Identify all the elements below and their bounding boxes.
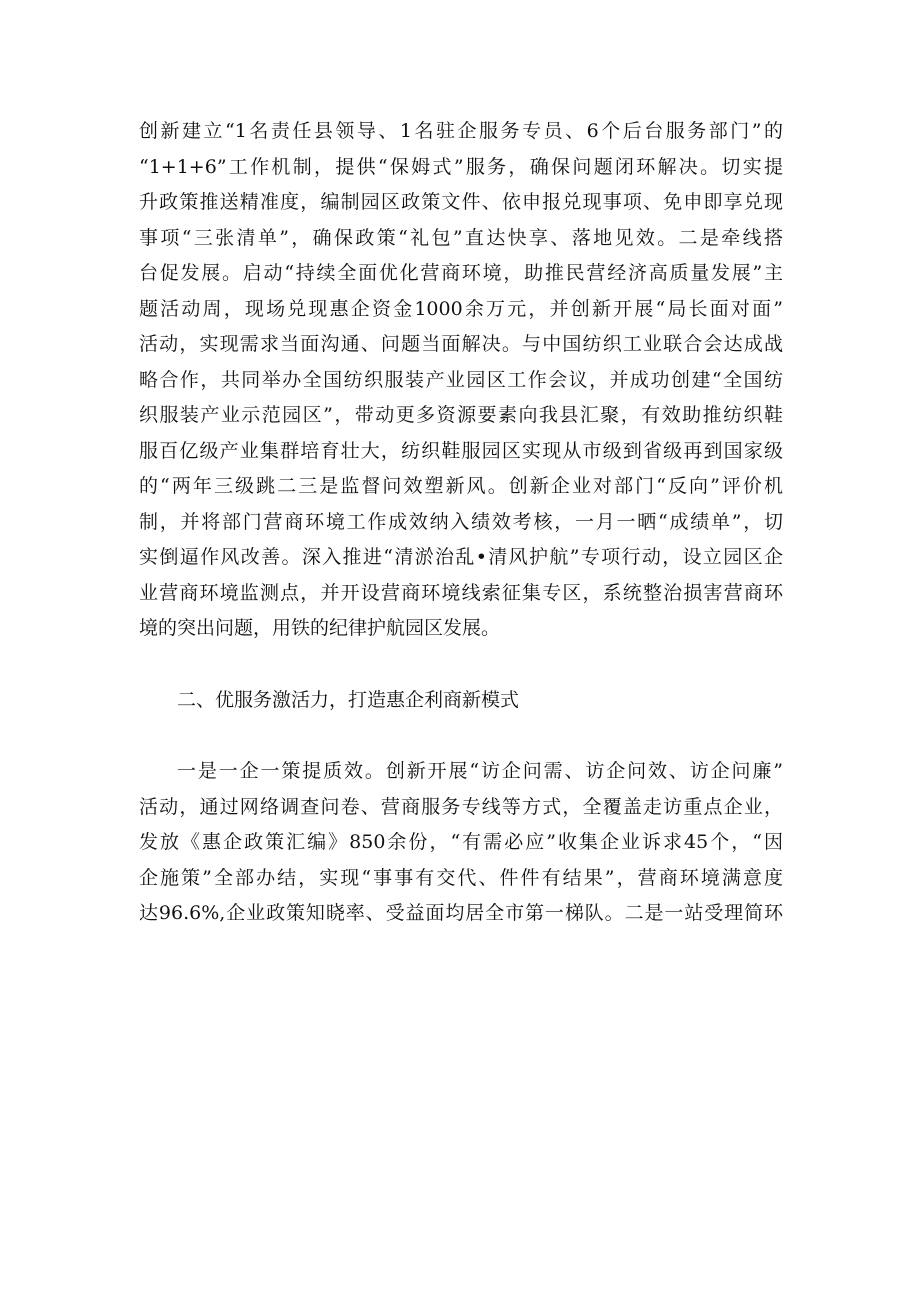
text-line: 业营商环境监测点，并开设营商环境线索征集专区，系统整治损害营商环 [139,581,783,604]
text-line: 事项“三张清单”，确保政策“礼包”直达快享、落地见效。二是牵线搭 [139,226,783,249]
paragraph-spacer [139,647,783,683]
text-line: 升政策推送精准度，编制园区政策文件、依申报兑现事项、免申即享兑现 [139,191,783,213]
text-line: 创新建立“1名责任县领导、1名驻企服务专员、6个后台服务部门”的 [139,120,783,142]
text-line: 实倒逼作风改善。深入推进“清淤治乱•清风护航”专项行动，设立园区企 [139,546,783,568]
section-heading: 二、优服务激活力，打造惠企利商新模式 [177,688,520,711]
text-line: 达96.6%,企业政策知晓率、受益面均居全市第一梯队。二是一站受理简环 [139,902,783,924]
document-page [139,114,783,932]
text-line: 服百亿级产业集群培育壮大，纺织鞋服园区实现从市级到省级再到国家级 [139,439,783,462]
text-line: 发放《惠企政策汇编》850余份，“有需必应”收集企业诉求45个，“因 [139,831,783,853]
text-line: 制，并将部门营商环境工作成效纳入绩效考核，一月一晒“成绩单”，切 [139,510,783,533]
text-line: 略合作，共同举办全国纺织服装产业园区工作会议，并成功创建“全国纺 [139,368,783,391]
text-line: 一是一企一策提质效。创新开展“访企问需、访企问效、访企问廉” [177,760,783,782]
text-line: 台促发展。启动“持续全面优化营商环境，助推民营经济高质量发展”主 [139,262,783,284]
text-line: “1+1+6”工作机制，提供“保姆式”服务，确保问题闭环解决。切实提 [139,155,783,178]
text-line: 企施策”全部办结，实现“事事有交代、件件有结果”，营商环境满意度 [139,866,783,889]
text-line: 活动，实现需求当面沟通、问题当面解决。与中国纺织工业联合会达成战 [139,333,783,355]
text-line: 境的突出问题，用铁的纪律护航园区发展。 [139,617,501,639]
paragraph-1 [139,114,783,647]
text-line: 活动，通过网络调查问卷、营商服务专线等方式，全覆盖走访重点企业， [139,795,783,818]
paragraph-spacer [139,718,783,754]
text-line: 的“两年三级跳二三是监督问效塑新风。创新企业对部门“反向”评价机 [139,475,783,497]
paragraph-2 [139,754,783,932]
text-line: 织服装产业示范园区”，带动更多资源要素向我县汇聚，有效助推纺织鞋 [139,404,783,426]
text-line: 题活动周，现场兑现惠企资金1000余万元，并创新开展“局长面对面” [139,297,783,320]
